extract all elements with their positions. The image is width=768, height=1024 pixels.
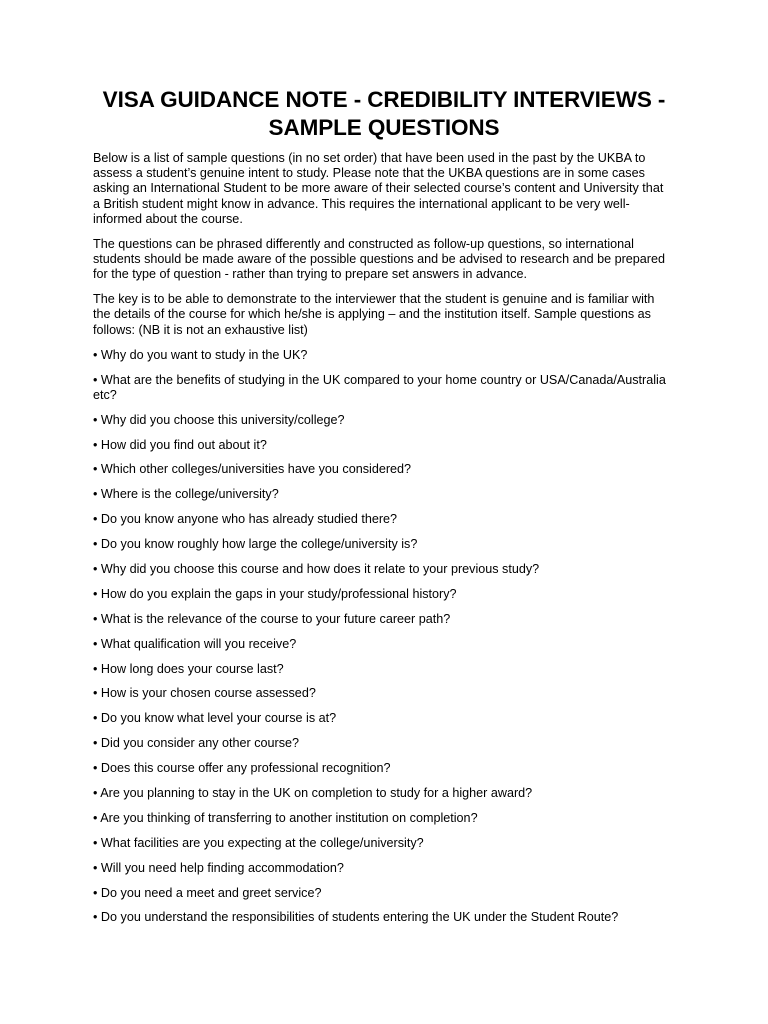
bullet-icon: •	[93, 810, 98, 825]
bullet-icon: •	[93, 347, 98, 362]
question-text: How do you explain the gaps in your study/professional history?	[100, 586, 457, 601]
question-item	[93, 786, 671, 801]
question-text: What facilities are you expecting at the college/university?	[100, 835, 424, 850]
bullet-icon: •	[93, 462, 98, 477]
bullet-icon: •	[93, 537, 98, 552]
bullet-icon: •	[93, 736, 98, 751]
question-text: Do you know roughly how large the college/university is?	[100, 537, 418, 552]
question-item	[93, 438, 671, 453]
question-item	[93, 910, 671, 925]
question-text: What is the relevance of the course to your future career path?	[100, 611, 451, 626]
question-text: Do you need a meet and greet service?	[100, 885, 322, 900]
bullet-icon: •	[93, 487, 98, 502]
question-item	[93, 662, 671, 677]
bullet-icon: •	[93, 636, 98, 651]
page-title: VISA GUIDANCE NOTE - CREDIBILITY INTERVIEWS - SAMPLE QUESTIONS	[102, 87, 666, 140]
question-text: Are you thinking of transferring to another institution on completion?	[100, 810, 478, 825]
question-item	[93, 612, 671, 627]
question-text: How long does your course last?	[100, 661, 284, 676]
bullet-icon: •	[93, 512, 98, 527]
question-item	[93, 711, 671, 726]
bullet-icon: •	[93, 437, 98, 452]
question-text: Where is the college/university?	[100, 487, 279, 502]
bullet-icon: •	[93, 885, 98, 900]
question-item	[93, 373, 671, 403]
question-item	[93, 462, 671, 477]
bullet-icon: •	[93, 860, 98, 875]
question-item	[93, 562, 671, 577]
question-text: What qualification will you receive?	[100, 636, 297, 651]
question-text: How did you find out about it?	[100, 437, 267, 452]
question-item	[93, 836, 671, 851]
bullet-icon: •	[93, 412, 98, 427]
question-item	[93, 861, 671, 876]
question-text: Why did you choose this university/college?	[100, 412, 345, 427]
question-text: Which other colleges/universities have you considered?	[100, 462, 412, 477]
question-text: How is your chosen course assessed?	[100, 686, 316, 701]
question-text: Will you need help finding accommodation?	[100, 860, 344, 875]
bullet-icon: •	[93, 372, 98, 387]
question-item	[93, 736, 671, 751]
question-text: Do you understand the responsibilities of students entering the UK under the Student Route?	[100, 910, 619, 925]
question-text: What are the benefits of studying in the UK compared to your home country or USA/Canada/Australia etc?	[93, 372, 666, 402]
question-item	[93, 487, 671, 502]
question-item	[93, 637, 671, 652]
question-item	[93, 811, 671, 826]
question-text: Do you know anyone who has already studied there?	[100, 512, 398, 527]
intro-paragraph: Below is a list of sample questions (in no set order) that have been used in the past by the UKBA to assess a student’s genuine intent to study. Please note that the UKBA questions are in some cases asking an International Student to be more aware of their selected course’s content and University that a British student might know in advance. This requires the international applicant to be very well-informed about the course.	[93, 151, 664, 226]
question-item	[93, 512, 671, 527]
bullet-icon: •	[93, 661, 98, 676]
bullet-icon: •	[93, 711, 98, 726]
question-text: Did you consider any other course?	[100, 736, 300, 751]
question-item	[93, 348, 671, 363]
sample-questions-paragraph: The key is to be able to demonstrate to the interviewer that the student is genuine and is familiar with the details of the course for which he/she is applying – and the institution itself. Sample questions as follows: (NB it is not an exhaustive list)	[93, 292, 655, 337]
question-item	[93, 413, 671, 428]
sample-questions-list	[93, 348, 671, 926]
bullet-icon: •	[93, 835, 98, 850]
bullet-icon: •	[93, 611, 98, 626]
bullet-icon: •	[93, 686, 98, 701]
bullet-icon: •	[93, 910, 98, 925]
question-text: Why do you want to study in the UK?	[100, 347, 308, 362]
question-text: Do you know what level your course is at?	[100, 711, 337, 726]
question-text: Does this course offer any professional recognition?	[100, 761, 391, 776]
question-item	[93, 537, 671, 552]
document-body	[93, 151, 671, 935]
advice-paragraph: The questions can be phrased differently and constructed as follow-up questions, so international students should be made aware of the possible questions and be advised to research and be prepared for the type of question - rather than trying to prepare set answers in advance.	[93, 236, 666, 282]
question-item	[93, 761, 671, 776]
question-text: Are you planning to stay in the UK on completion to study for a higher award?	[100, 785, 533, 800]
bullet-icon: •	[93, 761, 98, 776]
bullet-icon: •	[93, 561, 98, 576]
question-item	[93, 587, 671, 602]
bullet-icon: •	[93, 586, 98, 601]
question-item	[93, 686, 671, 701]
bullet-icon: •	[93, 785, 98, 800]
question-item	[93, 886, 671, 901]
question-text: Why did you choose this course and how does it relate to your previous study?	[100, 561, 540, 576]
